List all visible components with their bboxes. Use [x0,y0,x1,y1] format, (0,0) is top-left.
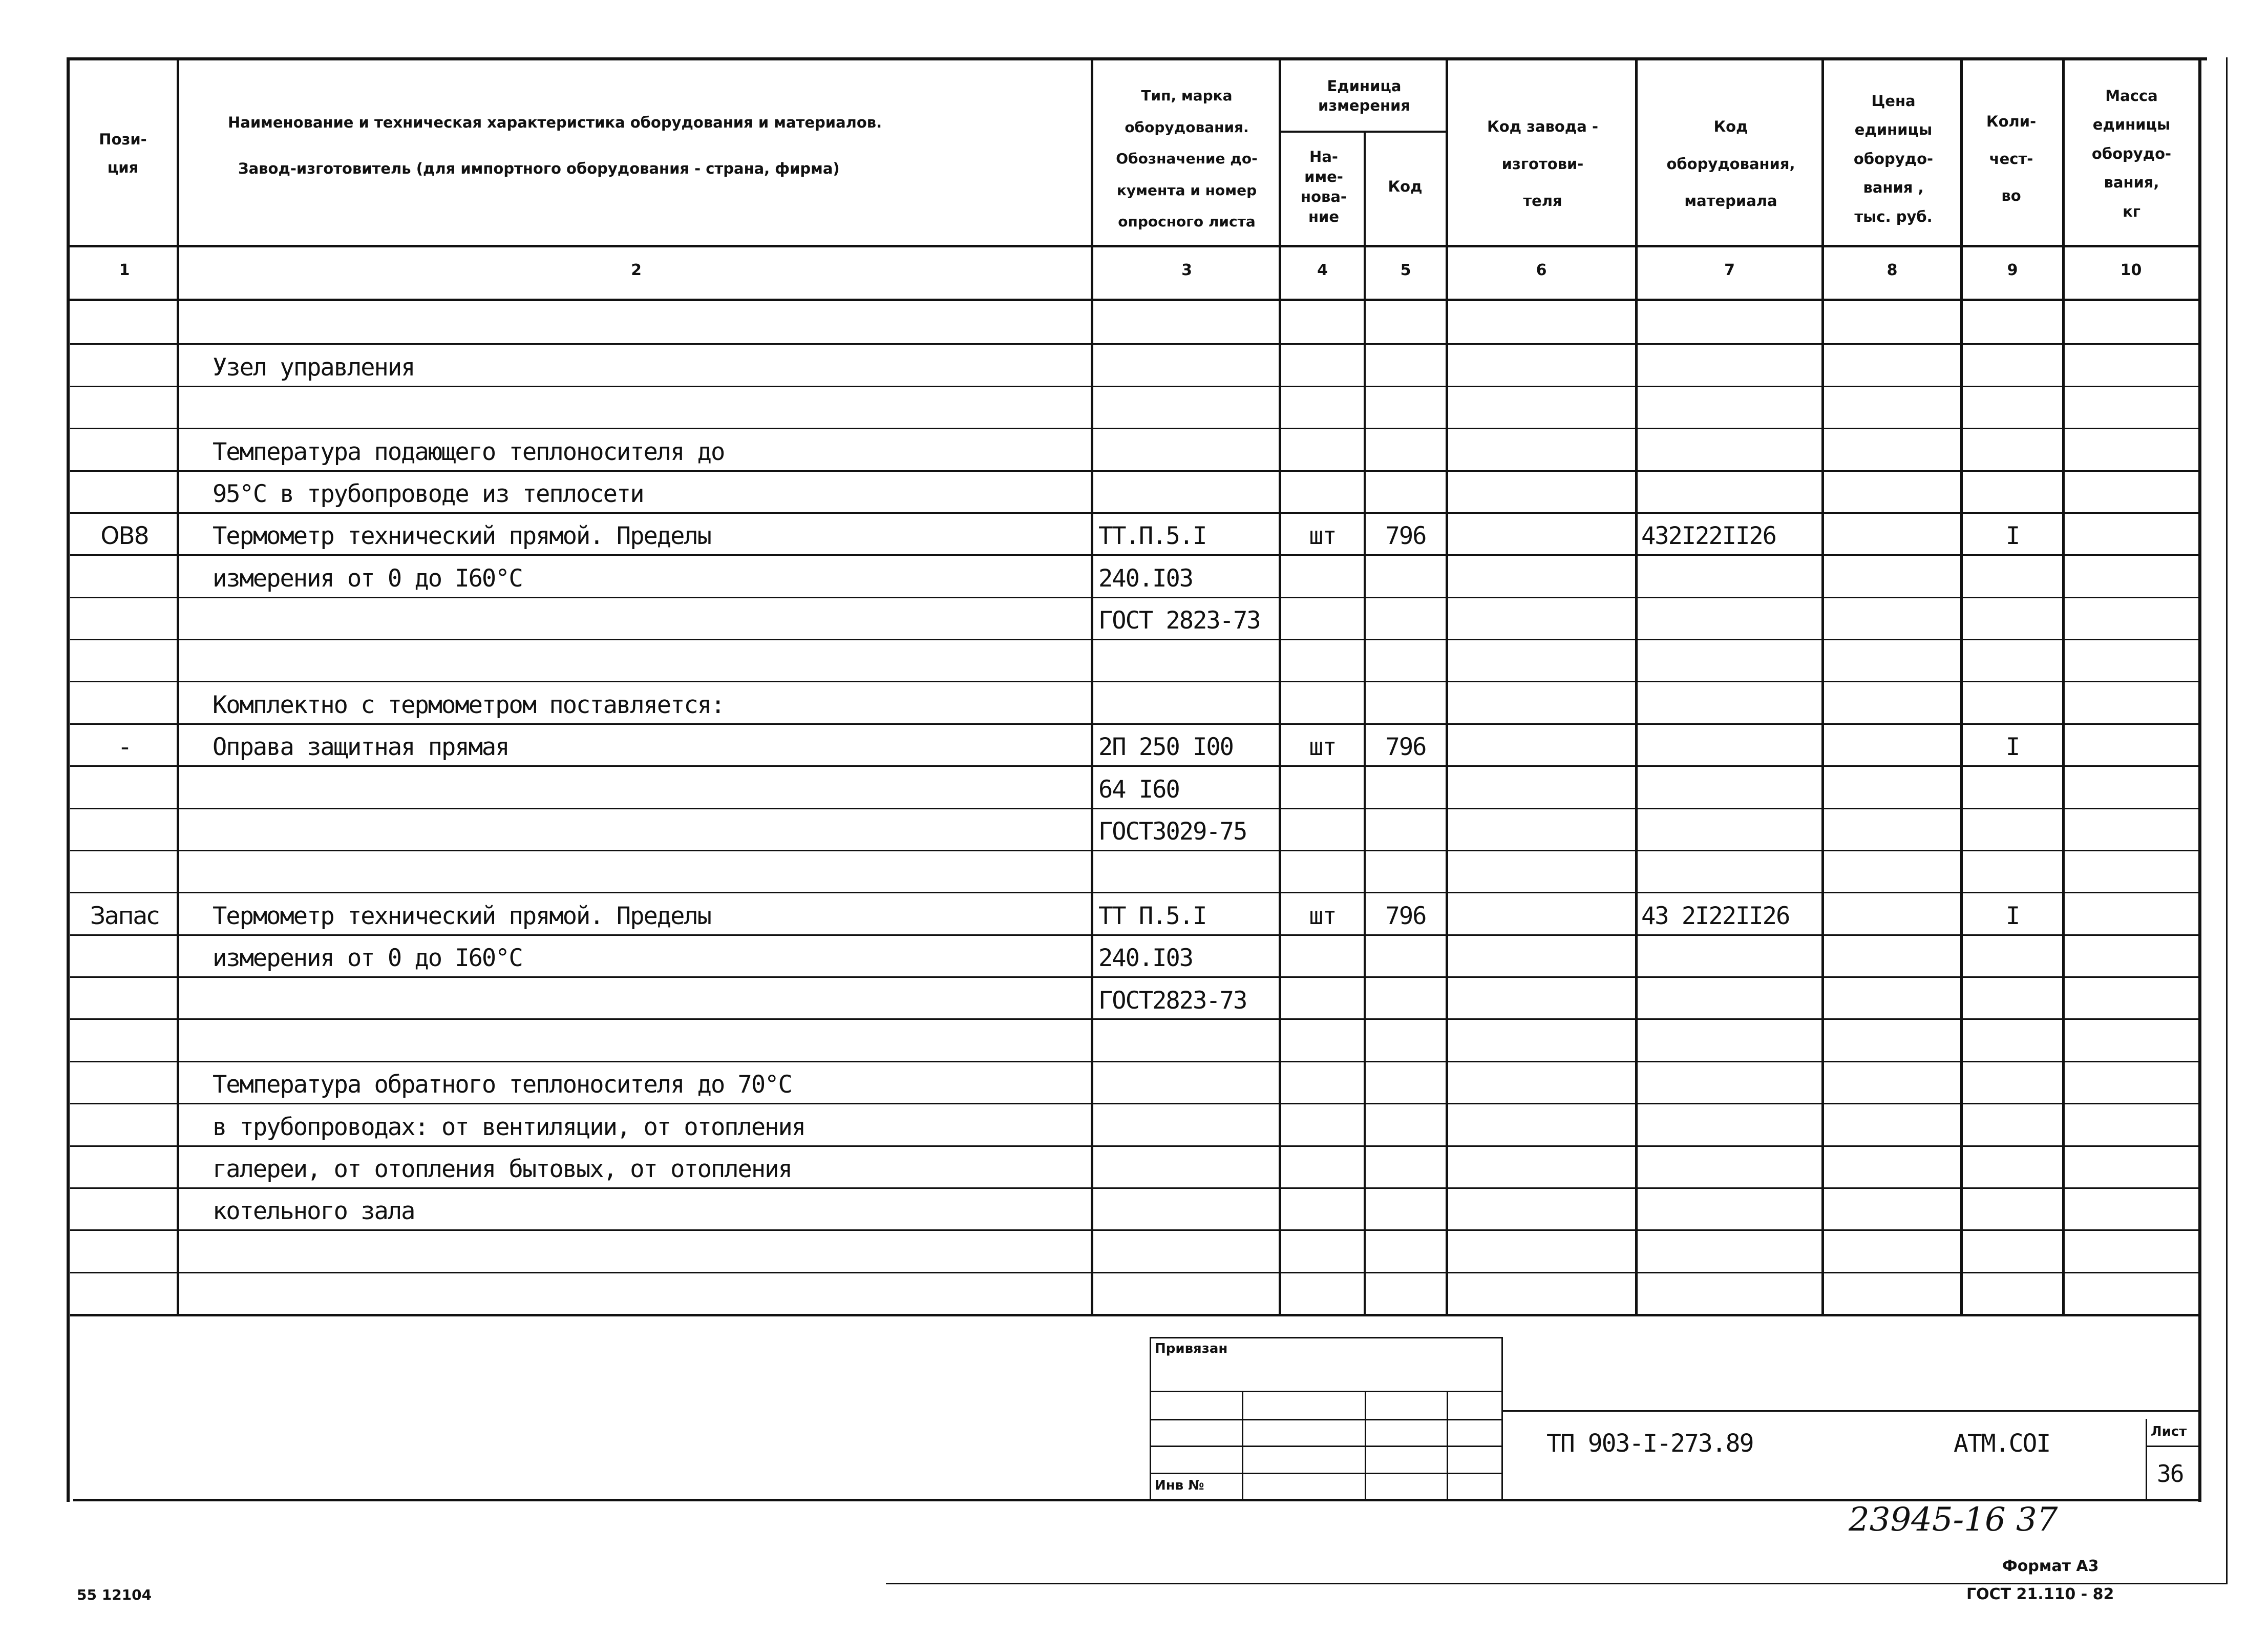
cell-code: 796 [1385,522,1426,551]
row-line [70,428,2200,429]
cell-qty: I [2005,902,2020,930]
cell-unit: шт [1309,522,1336,551]
cell-name: Температура обратного теплоносителя до 70°С [213,1071,792,1099]
header-price: Цена единицы оборудо- вания , тыс. руб. [1853,92,1934,225]
cell-equip: 43 2I22II26 [1641,902,1790,930]
column-number-7: 7 [1724,261,1735,279]
cell-name: Термометр технический прямой. Пределы [213,522,711,551]
header-name-line1: Наименование и техническая характеристика оборудования и материалов. [228,114,882,132]
stamp-sheet-label: Лист [2151,1424,2187,1439]
stamp-document-code: ТП 903-I-273.89 [1546,1429,1753,1458]
cell-type: 2П 250 I00 [1098,733,1233,762]
row-line [70,1061,2200,1062]
cell-name: измерения от 0 до I60°С [213,564,522,593]
column-number-1: 1 [119,261,130,279]
column-line [1279,57,1281,1314]
column-line [1091,57,1093,1314]
column-line [1960,57,1963,1314]
cell-type: ГОСТ2823-73 [1098,986,1247,1015]
column-number-5: 5 [1400,261,1411,279]
column-number-2: 2 [631,261,642,279]
header-name-line2: Завод-изготовитель (для импортного оборудования - страна, фирма) [238,160,840,178]
column-line [1821,57,1824,1314]
cell-type: ТТ.П.5.I [1098,522,1206,551]
column-number-10: 10 [2120,261,2142,279]
cell-unit: шт [1309,733,1336,762]
row-line [70,681,2200,682]
cell-type: ТТ П.5.I [1098,902,1206,930]
column-line [1364,132,1366,1314]
column-line [2062,57,2065,1314]
cell-name: Термометр технический прямой. Пределы [213,902,711,930]
cell-pos: ОВ8 [100,522,149,551]
column-number-6: 6 [1536,261,1547,279]
header-unit-group: Единица измерения [1318,77,1410,114]
cell-type: 240.I03 [1098,944,1193,973]
cell-name: Температура подающего теплоносителя до [213,437,725,466]
cell-pos: Запас [90,902,159,930]
row-line [70,343,2200,345]
cell-name: котельного зала [213,1197,415,1226]
column-number-3: 3 [1181,261,1192,279]
format-label: Формат А3 [2002,1557,2099,1575]
cell-name: в трубопроводах: от вентиляции, от отопления [213,1113,806,1141]
column-line [1635,57,1638,1314]
header-equipment-code: Код оборудования, материала [1666,118,1795,210]
column-line [1446,57,1448,1314]
row-line [70,1272,2200,1273]
cell-name: Комплектно с термометром поставляется: [213,690,725,719]
cell-type: ГОСТ 2823-73 [1098,606,1260,635]
row-line [70,892,2200,893]
header-unit-name: На- име- нова- ние [1301,148,1347,226]
cell-code: 796 [1385,733,1426,762]
cell-name: Узел управления [213,353,415,382]
cell-type: ГОСТ3029-75 [1098,818,1247,846]
header-quantity: Коли- чест- во [1986,113,2037,205]
cell-pos: - [120,733,129,762]
cell-unit: шт [1309,902,1336,930]
cell-code: 796 [1385,902,1426,930]
stamp-sheet-number: 36 [2157,1460,2184,1488]
header-mass: Масса единицы оборудо- вания, кг [2091,87,2172,220]
header-position: Пози- ция [99,130,147,176]
cell-qty: I [2005,733,2020,762]
column-number-9: 9 [2007,261,2018,279]
header-type: Тип, марка оборудования. Обозначение до- кумента и номер опросного листа [1116,87,1258,231]
cell-type: 240.I03 [1098,564,1193,593]
cell-name: галереи, от отопления бытовых, от отопления [213,1155,792,1184]
stamp-attached-label: Привязан [1155,1341,1228,1356]
cell-type: 64 I60 [1098,775,1179,804]
cell-name: измерения от 0 до I60°С [213,944,522,973]
standard-label: ГОСТ 21.110 - 82 [1966,1585,2114,1603]
cell-qty: I [2005,522,2020,551]
column-line [177,57,179,1314]
cell-name: Оправа защитная прямая [213,733,509,762]
cell-name: 95°C в трубопроводе из теплосети [213,480,644,509]
header-unit-code: Код [1388,178,1423,196]
stamp-document-mark: АТМ.СОI [1954,1429,2050,1458]
column-number-8: 8 [1887,261,1898,279]
stamp-inventory-label: Инв № [1155,1478,1204,1493]
print-number: 55 12104 [77,1586,152,1603]
cell-equip: 432I22II26 [1641,522,1776,551]
handwritten-archive-number: 23945-16 37 [1849,1501,2058,1539]
column-number-4: 4 [1317,261,1328,279]
header-manufacturer-code: Код завода - изготови- теля [1487,118,1598,210]
